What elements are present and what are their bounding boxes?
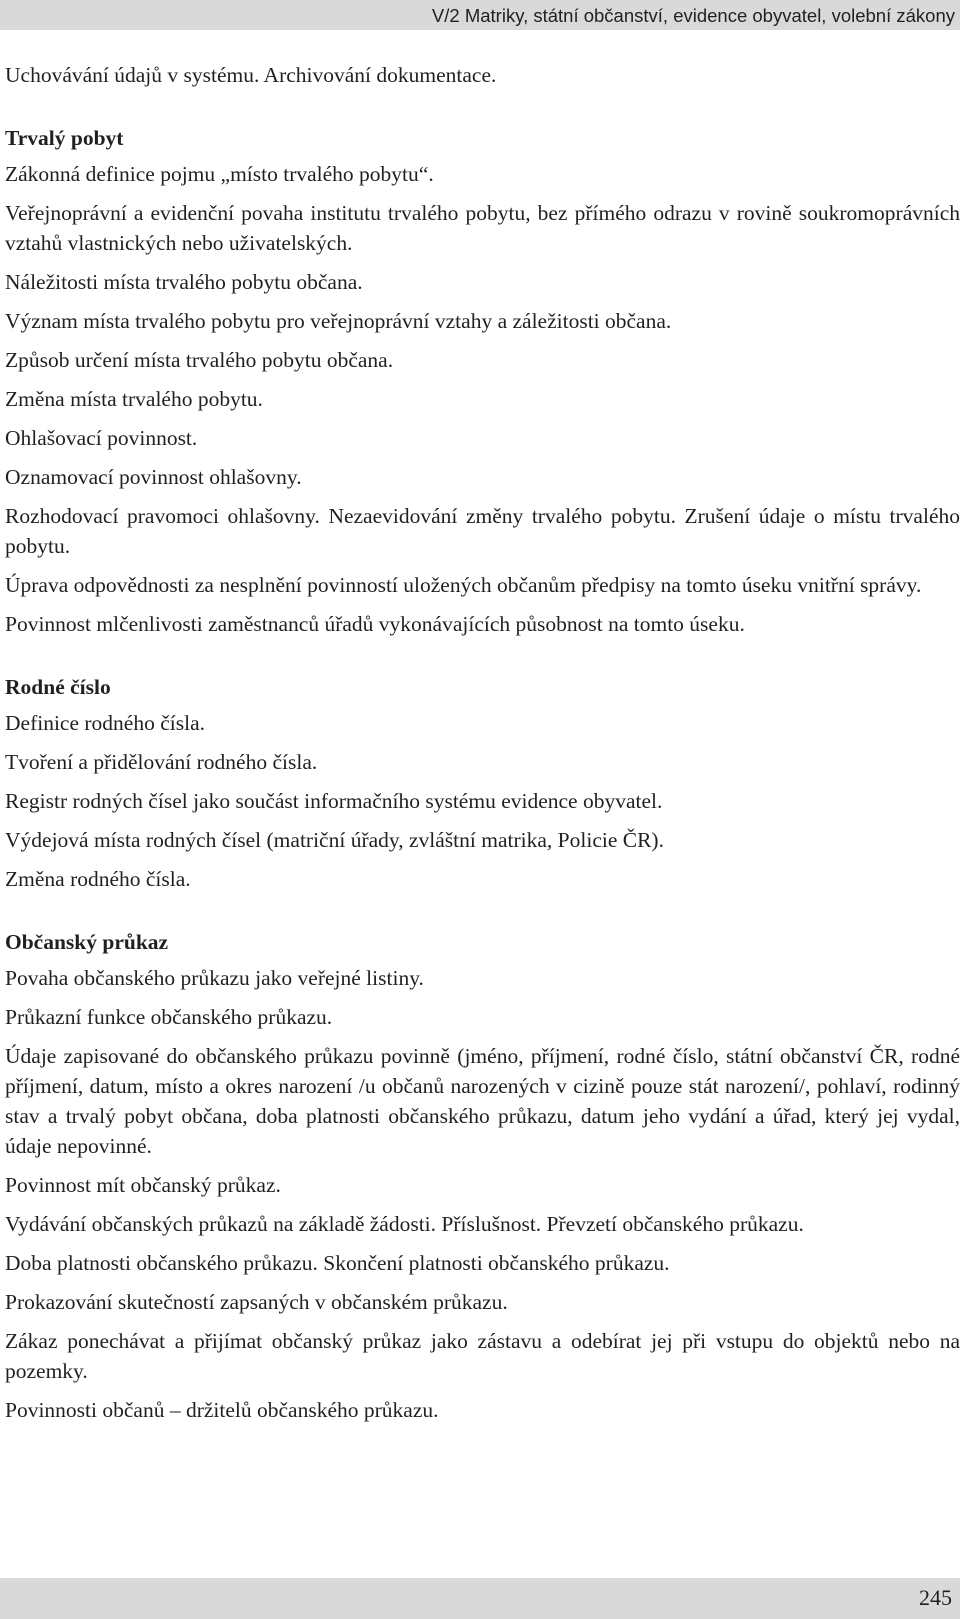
section-rodne-cislo xyxy=(5,672,960,894)
section-item: Způsob určení místa trvalého pobytu občana. xyxy=(5,348,394,372)
section-item: Povinnosti občanů – držitelů občanského průkazu. xyxy=(5,1398,439,1422)
section-item: Ohlašovací povinnost. xyxy=(5,426,198,450)
section-item: Náležitosti místa trvalého pobytu občana. xyxy=(5,270,363,294)
section-item: Tvoření a přidělování rodného čísla. xyxy=(5,750,318,774)
section-heading: Rodné číslo xyxy=(5,675,111,699)
page-footer xyxy=(0,1578,960,1619)
section-item: Rozhodovací pravomoci ohlašovny. Nezaevidování změny trvalého pobytu. Zrušení údaje o místu trvalého pobytu. xyxy=(5,504,960,558)
section-item: Výdejová místa rodných čísel (matriční úřady, zvláštní matrika, Policie ČR). xyxy=(5,828,664,852)
section-item: Úprava odpovědnosti za nesplnění povinností uložených občanům předpisy na tomto úseku vnitřní správy. xyxy=(5,573,922,597)
section-item: Průkazní funkce občanského průkazu. xyxy=(5,1005,333,1029)
section-item: Veřejnoprávní a evidenční povaha institutu trvalého pobytu, bez přímého odrazu v rovině soukromoprávních vztahů vlastnických nebo uživatelských. xyxy=(5,201,960,255)
intro-paragraph: Uchovávání údajů v systému. Archivování dokumentace. xyxy=(5,63,497,87)
section-heading: Trvalý pobyt xyxy=(5,126,124,150)
page-body xyxy=(5,60,960,1434)
running-title: V/2 Matriky, státní občanství, evidence obyvatel, volební zákony xyxy=(431,5,955,26)
section-heading: Občanský průkaz xyxy=(5,930,169,954)
section-item: Registr rodných čísel jako součást informačního systému evidence obyvatel. xyxy=(5,789,663,813)
section-item: Povaha občanského průkazu jako veřejné listiny. xyxy=(5,966,424,990)
section-item: Změna rodného čísla. xyxy=(5,867,191,891)
section-trvaly-pobyt xyxy=(5,123,960,639)
section-item: Prokazování skutečností zapsaných v občanském průkazu. xyxy=(5,1290,508,1314)
section-item: Povinnost mlčenlivosti zaměstnanců úřadů vykonávajících působnost na tomto úseku. xyxy=(5,612,745,636)
section-item: Vydávání občanských průkazů na základě žádosti. Příslušnost. Převzetí občanského průkazu. xyxy=(5,1212,804,1236)
section-item: Definice rodného čísla. xyxy=(5,711,205,735)
section-item: Doba platnosti občanského průkazu. Skončení platnosti občanského průkazu. xyxy=(5,1251,670,1275)
section-item: Význam místa trvalého pobytu pro veřejnoprávní vztahy a záležitosti občana. xyxy=(5,309,672,333)
section-item: Povinnost mít občanský průkaz. xyxy=(5,1173,281,1197)
section-item: Oznamovací povinnost ohlašovny. xyxy=(5,465,302,489)
section-item: Zákaz ponechávat a přijímat občanský průkaz jako zástavu a odebírat jej při vstupu do objektů nebo na pozemky. xyxy=(5,1329,960,1383)
section-item: Údaje zapisované do občanského průkazu povinně (jméno, příjmení, rodné číslo, státní občanství ČR, rodné příjmení, datum, místo a okres narození /u občanů narozených v cizině pouze stát narození/, pohlaví, rodinný stav a trvalý pobyt občana, doba platnosti občanského průkazu, datum jeho vydání a úřad, který jej vydal, údaje nepovinné. xyxy=(5,1044,960,1158)
section-item: Zákonná definice pojmu „místo trvalého pobytu“. xyxy=(5,162,434,186)
running-header xyxy=(0,0,960,30)
page-number: 245 xyxy=(919,1585,952,1610)
section-item: Změna místa trvalého pobytu. xyxy=(5,387,263,411)
section-obcansky-prukaz xyxy=(5,927,960,1425)
